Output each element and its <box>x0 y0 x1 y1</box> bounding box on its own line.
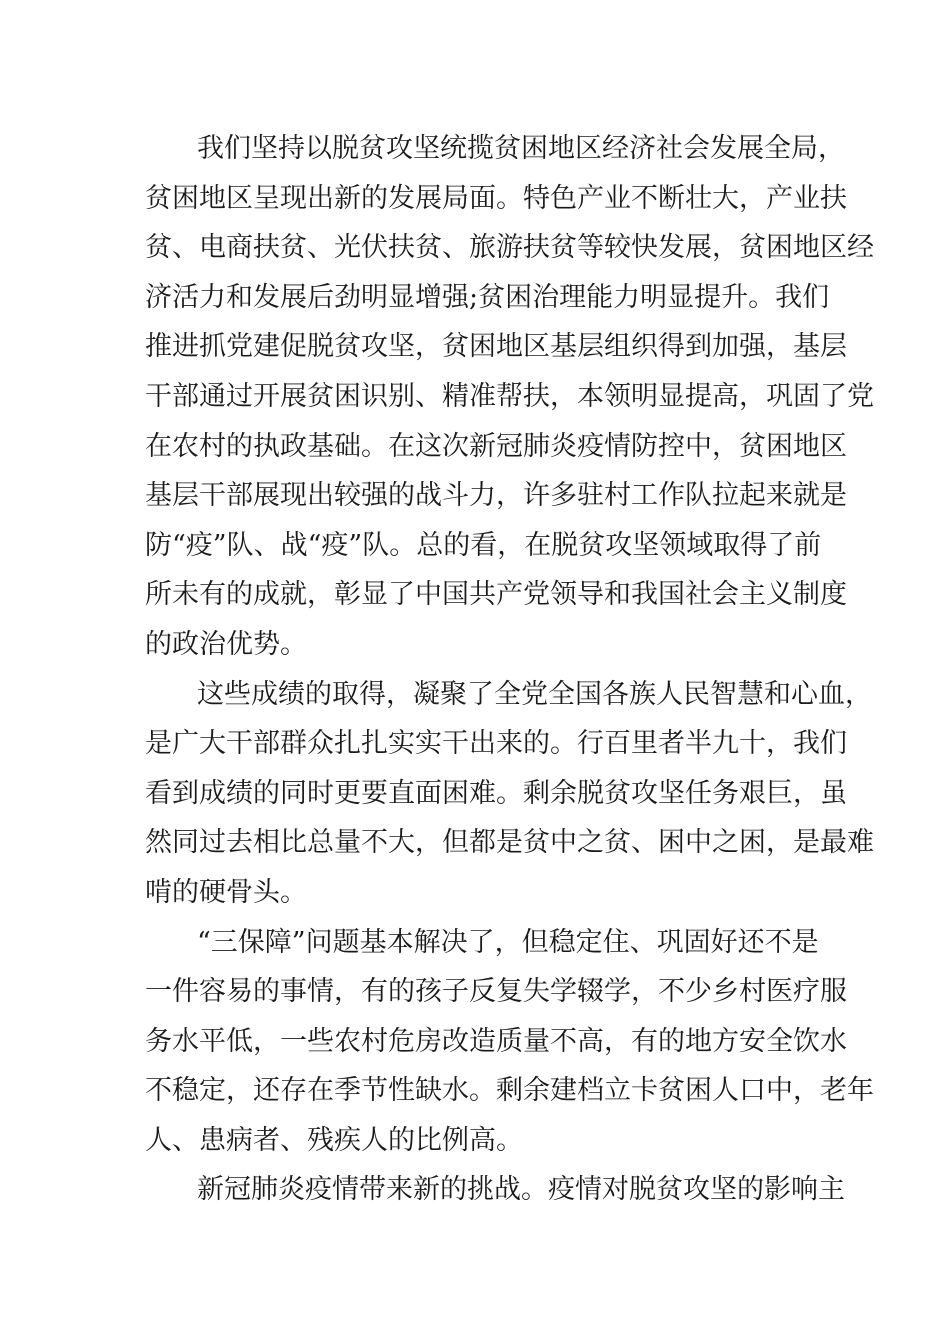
text-line: 这些成绩的取得，凝聚了全党全国各族人民智慧和心血， <box>197 678 872 710</box>
text-line: 济活力和发展后劲明显增强;贫困治理能力明显提升。我们 <box>145 281 830 313</box>
text-line: 所未有的成就，彰显了中国共产党领导和我国社会主义制度 <box>145 579 847 611</box>
paragraph <box>145 1165 845 1215</box>
text-line: 看到成绩的同时更要直面困难。剩余脱贫攻坚任务艰巨，虽 <box>145 777 847 809</box>
text-line: 啃的硬骨头。 <box>145 876 307 908</box>
paragraph <box>145 670 874 918</box>
text-line: 是广大干部群众扎扎实实干出来的。行百里者半九十，我们 <box>145 728 847 760</box>
text-line: 基层干部展现出较强的战斗力，许多驻村工作队拉起来就是 <box>145 480 847 512</box>
text-line: 人、患病者、残疾人的比例高。 <box>145 1124 523 1156</box>
document-body <box>145 124 874 1215</box>
text-line: 不稳定，还存在季节性缺水。剩余建档立卡贫困人口中，老年 <box>145 1075 874 1107</box>
text-line: 的政治优势。 <box>145 628 307 660</box>
text-line: 防“疫”队、战“疫”队。总的看，在脱贫攻坚领域取得了前 <box>145 529 822 561</box>
text-line: 在农村的执政基础。在这次新冠肺炎疫情防控中，贫困地区 <box>145 430 847 462</box>
paragraph <box>145 124 874 670</box>
text-line: 干部通过开展贫困识别、精准帮扶，本领明显提高，巩固了党 <box>145 380 874 412</box>
text-line: 新冠肺炎疫情带来新的挑战。疫情对脱贫攻坚的影响主 <box>197 1174 845 1206</box>
text-line: 务水平低，一些农村危房改造质量不高，有的地方安全饮水 <box>145 1025 847 1057</box>
text-line: “三保障”问题基本解决了，但稳定住、巩固好还不是 <box>197 926 819 958</box>
text-line: 一件容易的事情，有的孩子反复失学辍学，不少乡村医疗服 <box>145 976 847 1008</box>
text-line: 我们坚持以脱贫攻坚统揽贫困地区经济社会发展全局， <box>197 133 845 164</box>
text-line: 然同过去相比总量不大，但都是贫中之贫、困中之困，是最难 <box>145 827 874 859</box>
paragraph <box>145 918 874 1166</box>
text-line: 贫、电商扶贫、光伏扶贫、旅游扶贫等较快发展，贫困地区经 <box>145 232 874 264</box>
text-line: 推进抓党建促脱贫攻坚，贫困地区基层组织得到加强，基层 <box>145 331 847 363</box>
text-line: 贫困地区呈现出新的发展局面。特色产业不断壮大，产业扶 <box>145 182 847 214</box>
